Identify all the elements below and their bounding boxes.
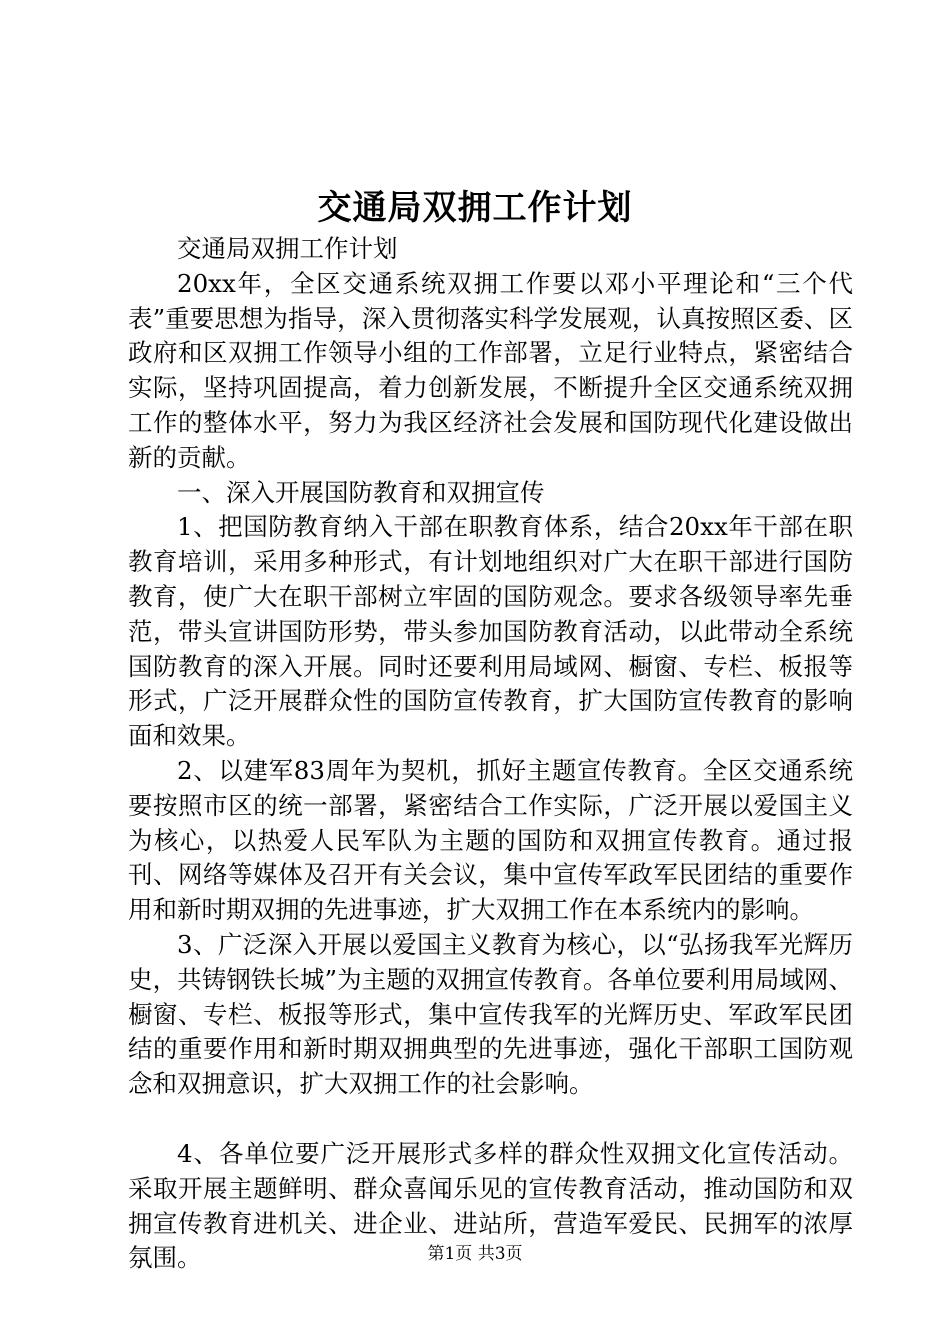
document-body (128, 232, 853, 1276)
paragraph-item-3: 3、广泛深入开展以爱国主义教育为核心，以“弘扬我军光辉历史，共铸钢铁长城”为主题的双拥宣传教育。各单位要利用局域网、橱窗、专栏、板报等形式，集中宣传我军的光辉历史、军政军民团结的重要作用和新时期双拥典型的先进事迹，强化干部职工国防观念和双拥意识，扩大双拥工作的社会影响。 (128, 929, 853, 1099)
paragraph-item-2: 2、以建军83周年为契机，抓好主题宣传教育。全区交通系统要按照市区的统一部署，紧密结合工作实际，广泛开展以爱国主义为核心，以热爱人民军队为主题的国防和双拥宣传教育。通过报刊、网络等媒体及召开有关会议，集中宣传军政军民团结的重要作用和新时期双拥的先进事迹，扩大双拥工作在本系统内的影响。 (128, 755, 853, 925)
paragraph-subtitle: 交通局双拥工作计划 (177, 234, 398, 263)
page-number-footer: 第1页 共3页 (427, 1244, 523, 1264)
paragraph-item-4: 4、各单位要广泛开展形式多样的群众性双拥文化宣传活动。采取开展主题鲜明、群众喜闻乐见的宣传教育活动，推动国防和双拥宣传教育进机关、进企业、进站所，营造军爱民、民拥军的浓厚氛围。 (128, 1138, 853, 1273)
paragraph-item-1: 1、把国防教育纳入干部在职教育体系，结合20xx年干部在职教育培训，采用多种形式，有计划地组织对广大在职干部进行国防教育，使广大在职干部树立牢固的国防观念。要求各级领导率先垂范，带头宣讲国防形势，带头参加国防教育活动，以此带动全系统国防教育的深入开展。同时还要利用局域网、橱窗、专栏、板报等形式，广泛开展群众性的国防宣传教育，扩大国防宣传教育的影响面和效果。 (128, 512, 853, 751)
document-title: 交通局双拥工作计划 (317, 188, 633, 228)
section-heading: 一、深入开展国防教育和双拥宣传 (177, 477, 545, 507)
paragraph-intro: 20xx年，全区交通系统双拥工作要以邓小平理论和“三个代表”重要思想为指导，深入贯彻落实科学发展观，认真按照区委、区政府和区双拥工作领导小组的工作部署，立足行业特点，紧密结合实际，坚持巩固提高，着力创新发展，不断提升全区交通系统双拥工作的整体水平，努力为我区经济社会发展和国防现代化建设做出新的贡献。 (128, 268, 853, 472)
